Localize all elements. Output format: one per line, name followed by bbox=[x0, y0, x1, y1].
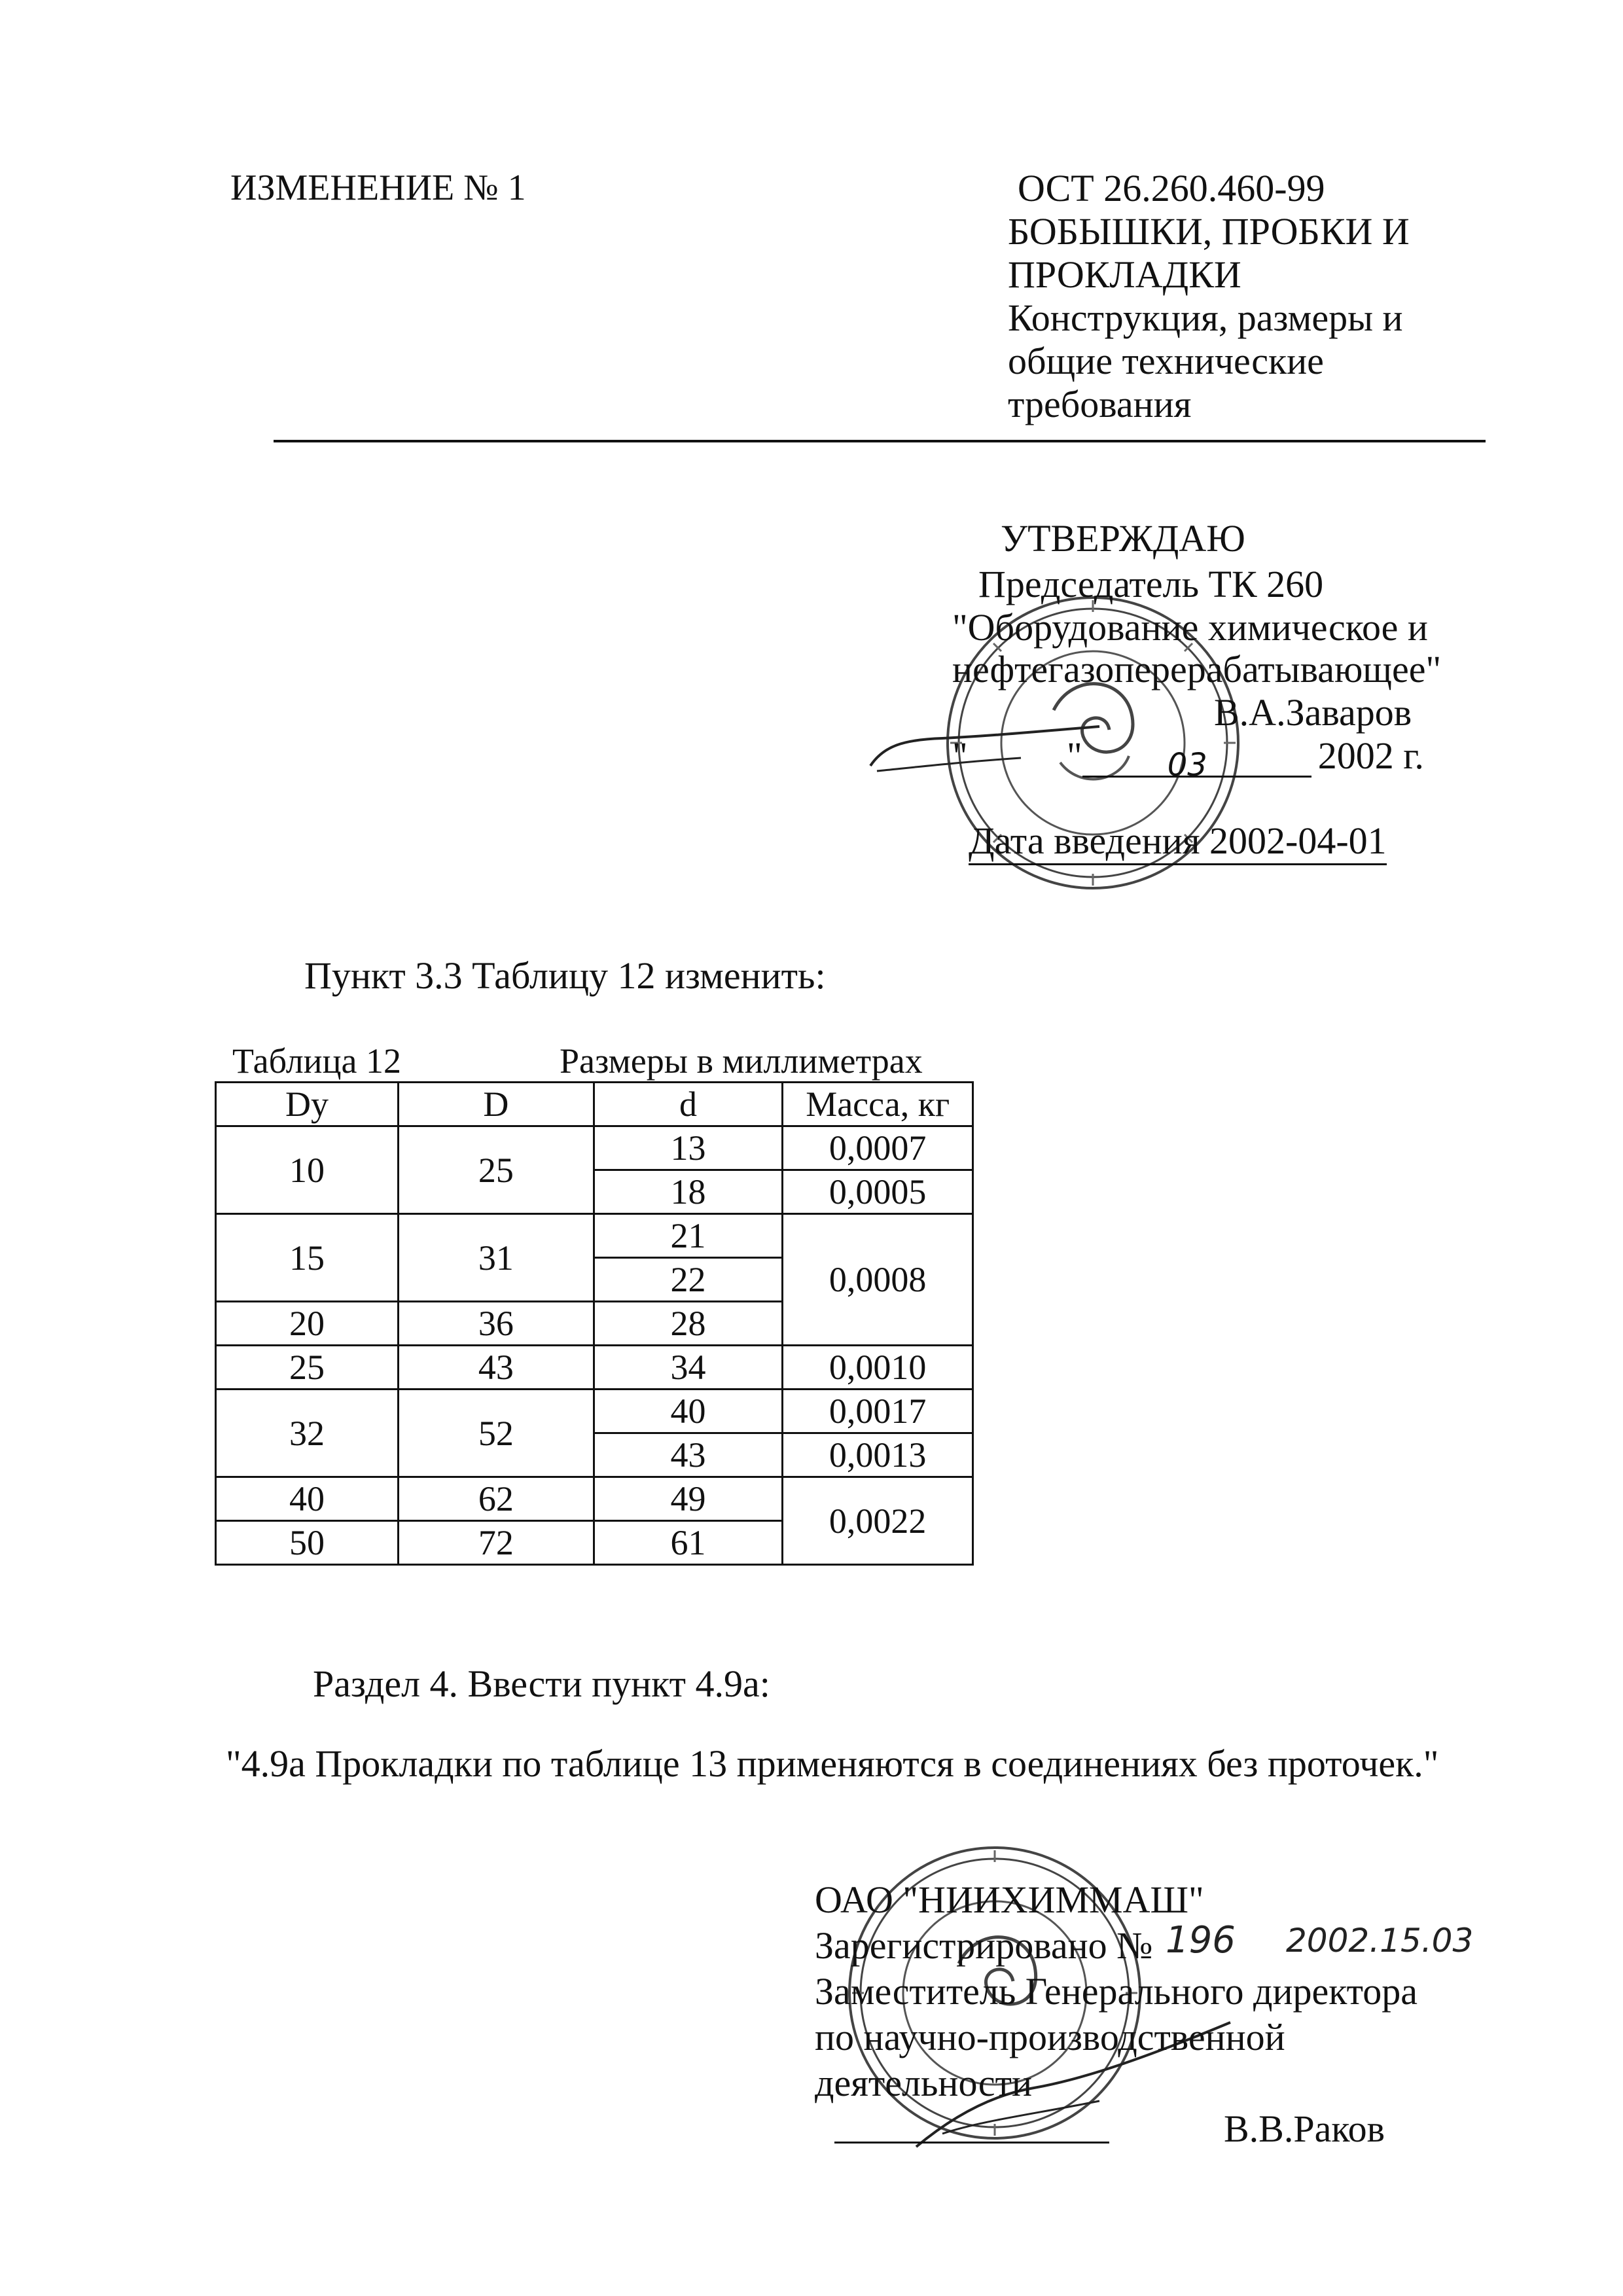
cell-d: 21 bbox=[594, 1214, 783, 1258]
signatory-role-line-2: по научно-производственной bbox=[815, 2016, 1285, 2058]
cell-D: 43 bbox=[399, 1346, 594, 1390]
cell-D: 36 bbox=[399, 1302, 594, 1346]
section-instruction: Раздел 4. Ввести пункт 4.9а: bbox=[313, 1662, 770, 1705]
header-mass: Масса, кг bbox=[783, 1083, 973, 1126]
header-dy: Dy bbox=[216, 1083, 399, 1126]
cell-dy: 10 bbox=[216, 1126, 399, 1214]
approver-name: В.А.Заваров bbox=[1214, 691, 1412, 734]
header-divider bbox=[274, 440, 1486, 442]
cell-d: 22 bbox=[594, 1258, 783, 1302]
handwritten-registration-number: 196 bbox=[1166, 1919, 1236, 1962]
header-D: D bbox=[399, 1083, 594, 1126]
standard-code: ОСТ 26.260.460-99 bbox=[1018, 167, 1325, 209]
table-row bbox=[216, 1346, 973, 1390]
approval-org-line-2: нефтегазоперерабатывающее" bbox=[952, 648, 1442, 691]
handwritten-registration-date: 2002.15.03 bbox=[1286, 1922, 1474, 1960]
cell-D: 62 bbox=[399, 1477, 594, 1521]
approval-org-line-1: "Оборудование химическое и bbox=[952, 606, 1428, 649]
cell-dy: 25 bbox=[216, 1346, 399, 1390]
dimensions-table bbox=[215, 1081, 974, 1566]
cell-dy: 20 bbox=[216, 1302, 399, 1346]
standard-block bbox=[1008, 167, 1544, 426]
cell-dy: 15 bbox=[216, 1214, 399, 1302]
standard-title-line-1: БОБЫШКИ, ПРОБКИ И bbox=[1008, 210, 1410, 253]
date-month-blank bbox=[1082, 742, 1311, 783]
quoted-clause: "4.9а Прокладки по таблице 13 применяются в соединениях без проточек." bbox=[226, 1742, 1439, 1785]
approval-block bbox=[952, 517, 1489, 884]
cell-D: 31 bbox=[399, 1214, 594, 1302]
cell-d: 34 bbox=[594, 1346, 783, 1390]
cell-mass: 0,0013 bbox=[783, 1433, 973, 1477]
cell-D: 52 bbox=[399, 1390, 594, 1477]
cell-d: 61 bbox=[594, 1521, 783, 1565]
standard-subtitle-line-3: требования bbox=[1008, 383, 1192, 425]
registration-label: Зарегистрировано № bbox=[815, 1924, 1153, 1967]
cell-D: 72 bbox=[399, 1521, 594, 1565]
cell-d: 40 bbox=[594, 1390, 783, 1433]
header-d: d bbox=[594, 1083, 783, 1126]
signatory-role-line-1: Заместитель Генерального директора bbox=[815, 1970, 1418, 2013]
cell-dy: 32 bbox=[216, 1390, 399, 1477]
change-number-title: ИЗМЕНЕНИЕ № 1 bbox=[230, 168, 526, 208]
cell-mass: 0,0005 bbox=[783, 1170, 973, 1214]
table-caption: Таблица 12 bbox=[232, 1041, 401, 1081]
table-header-row bbox=[216, 1083, 973, 1126]
signatory-name: В.В.Раков bbox=[1224, 2108, 1385, 2150]
cell-d: 49 bbox=[594, 1477, 783, 1521]
table-row bbox=[216, 1214, 973, 1258]
table-row bbox=[216, 1390, 973, 1433]
standard-title-line-2: ПРОКЛАДКИ bbox=[1008, 253, 1241, 296]
standard-subtitle-line-2: общие технические bbox=[1008, 340, 1324, 382]
cell-d: 18 bbox=[594, 1170, 783, 1214]
clause-instruction: Пункт 3.3 Таблицу 12 изменить: bbox=[304, 954, 826, 997]
approval-year: 2002 г. bbox=[1317, 734, 1424, 777]
cell-mass: 0,0017 bbox=[783, 1390, 973, 1433]
approval-word: УТВЕРЖДАЮ bbox=[1001, 517, 1245, 560]
signatory-role-line-3: деятельности bbox=[815, 2062, 1033, 2104]
cell-mass: 0,0008 bbox=[783, 1214, 973, 1346]
cell-d: 28 bbox=[594, 1302, 783, 1346]
standard-subtitle-line-1: Конструкция, размеры и bbox=[1008, 296, 1403, 339]
cell-d: 13 bbox=[594, 1126, 783, 1170]
table-units: Размеры в миллиметрах bbox=[560, 1041, 923, 1081]
date-open-quote: " bbox=[952, 734, 968, 777]
cell-d: 43 bbox=[594, 1433, 783, 1477]
signature-line bbox=[834, 2142, 1109, 2144]
registration-block bbox=[815, 1878, 1548, 2160]
date-close-quote: " bbox=[1067, 734, 1082, 777]
cell-mass: 0,0007 bbox=[783, 1126, 973, 1170]
approval-date-row bbox=[952, 734, 1424, 783]
table-row bbox=[216, 1126, 973, 1170]
handwritten-month: 03 bbox=[1167, 747, 1207, 783]
registration-organization: ОАО "НИИХИММАШ" bbox=[815, 1878, 1204, 1921]
cell-mass: 0,0022 bbox=[783, 1477, 973, 1565]
introduction-date: Дата введения 2002-04-01 bbox=[969, 819, 1387, 863]
cell-dy: 50 bbox=[216, 1521, 399, 1565]
table-row bbox=[216, 1477, 973, 1521]
cell-mass: 0,0010 bbox=[783, 1346, 973, 1390]
cell-D: 25 bbox=[399, 1126, 594, 1214]
approval-role: Председатель ТК 260 bbox=[978, 563, 1324, 605]
cell-dy: 40 bbox=[216, 1477, 399, 1521]
